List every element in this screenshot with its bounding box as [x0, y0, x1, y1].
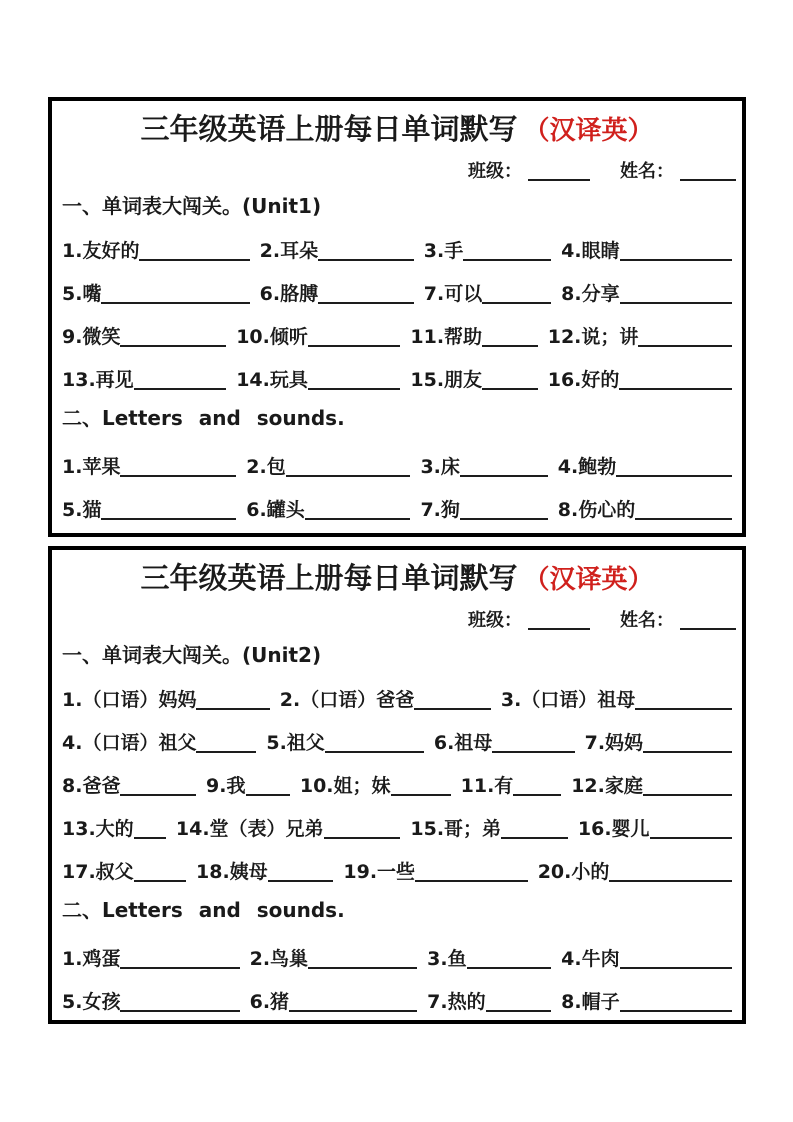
- word-item: [246, 456, 420, 480]
- word-label: 1.鸡蛋: [62, 948, 121, 971]
- word-item: [62, 818, 176, 842]
- word-row: [62, 713, 732, 756]
- word-label: 12.说；讲: [547, 326, 639, 349]
- answer-blank: [308, 345, 401, 347]
- word-label: 8.伤心的: [557, 499, 636, 522]
- answer-blank: [289, 1010, 417, 1012]
- answer-blank: [482, 345, 538, 347]
- word-item: [558, 456, 732, 480]
- section1-heading: 一、单词表大闯关。(Unit2): [62, 643, 322, 667]
- word-label: 3.（口语）祖母: [500, 689, 636, 712]
- word-row: [62, 756, 732, 799]
- page-title: [62, 558, 732, 600]
- worksheet-box-unit2: [48, 546, 746, 1024]
- word-label: 3.手: [423, 240, 464, 263]
- word-label: 14.玩具: [236, 369, 308, 392]
- answer-blank: [120, 967, 239, 969]
- section2-heading: 二、Letters and sounds.: [62, 406, 345, 430]
- word-item: [410, 818, 578, 842]
- word-label: 2.（口语）爸爸: [279, 689, 415, 712]
- answer-blank: [635, 518, 732, 520]
- word-label: 10.倾听: [236, 326, 308, 349]
- title-text: 三年级英语上册每日单词默写: [140, 561, 518, 595]
- worksheet-box-unit1: [48, 97, 746, 537]
- word-item: [410, 369, 547, 393]
- word-item: [62, 326, 236, 350]
- word-label: 16.好的: [547, 369, 620, 392]
- answer-blank: [482, 302, 551, 304]
- word-label: 15.朋友: [410, 369, 483, 392]
- word-label: 2.包: [246, 456, 286, 479]
- class-name-row: [62, 604, 732, 632]
- section1-heading: 一、单词表大闯关。(Unit1): [62, 194, 322, 218]
- answer-blank: [643, 794, 732, 796]
- answer-blank: [635, 708, 732, 710]
- word-item: [501, 689, 732, 713]
- word-item: [434, 732, 585, 756]
- answer-blank: [463, 259, 551, 261]
- class-label: 班级：: [468, 161, 522, 182]
- word-item: [427, 991, 561, 1015]
- word-item: [410, 326, 547, 350]
- word-item: [260, 283, 424, 307]
- word-item: [62, 456, 246, 480]
- answer-blank: [620, 302, 732, 304]
- answer-blank: [501, 837, 568, 839]
- answer-blank: [120, 475, 236, 477]
- word-row: [62, 480, 732, 523]
- word-item: [62, 861, 196, 885]
- word-item: [578, 818, 732, 842]
- title-note-red: （汉译英）: [523, 565, 654, 595]
- answer-blank: [620, 967, 732, 969]
- word-label: 7.妈妈: [584, 732, 644, 755]
- word-item: [548, 369, 732, 393]
- answer-blank: [101, 302, 249, 304]
- word-label: 5.嘴: [62, 283, 102, 306]
- word-item: [424, 283, 561, 307]
- word-label: 14.堂（表）兄弟: [175, 818, 324, 841]
- answer-blank: [101, 518, 236, 520]
- word-row: [62, 972, 732, 1015]
- word-item: [548, 326, 732, 350]
- answer-blank: [414, 708, 491, 710]
- word-label: 12.家庭: [571, 775, 643, 798]
- word-label: 17.叔父: [62, 861, 134, 884]
- word-item: [250, 991, 428, 1015]
- word-item: [176, 818, 411, 842]
- answer-blank: [619, 388, 732, 390]
- word-item: [561, 283, 732, 307]
- word-item: [424, 240, 561, 264]
- word-label: 3.鱼: [427, 948, 467, 971]
- word-row: [62, 799, 732, 842]
- class-name-row: [62, 155, 732, 183]
- word-label: 5.猫: [62, 499, 102, 522]
- word-label: 19.一些: [343, 861, 416, 884]
- answer-blank: [415, 880, 528, 882]
- answer-blank: [609, 880, 732, 882]
- word-label: 1.（口语）妈妈: [62, 689, 197, 712]
- answer-blank: [460, 518, 548, 520]
- title-note-red: （汉译英）: [523, 116, 654, 146]
- answer-blank: [620, 1010, 732, 1012]
- answer-blank: [134, 880, 186, 882]
- word-item: [206, 775, 300, 799]
- word-label: 6.罐头: [246, 499, 305, 522]
- word-label: 2.耳朵: [259, 240, 319, 263]
- answer-blank: [486, 1010, 552, 1012]
- word-row: [62, 307, 732, 350]
- word-label: 4.（口语）祖父: [62, 732, 197, 755]
- word-label: 7.狗: [420, 499, 460, 522]
- word-item: [561, 948, 732, 972]
- answer-blank: [324, 837, 401, 839]
- word-item: [538, 861, 732, 885]
- word-label: 5.祖父: [266, 732, 325, 755]
- answer-blank: [318, 259, 414, 261]
- word-label: 13.大的: [62, 818, 134, 841]
- word-label: 18.姨母: [196, 861, 268, 884]
- answer-blank: [318, 302, 414, 304]
- answer-blank: [308, 388, 401, 390]
- answer-blank: [139, 259, 249, 261]
- word-item: [420, 456, 557, 480]
- word-row: [62, 437, 732, 480]
- word-row: [62, 670, 732, 713]
- word-item: [420, 499, 557, 523]
- name-blank: [680, 179, 736, 181]
- word-item: [571, 775, 732, 799]
- word-item: [561, 240, 732, 264]
- word-label: 8.帽子: [561, 991, 620, 1014]
- word-item: [343, 861, 537, 885]
- word-label: 15.哥；弟: [410, 818, 502, 841]
- word-label: 9.微笑: [62, 326, 121, 349]
- answer-blank: [620, 259, 732, 261]
- word-row: [62, 264, 732, 307]
- word-item: [62, 369, 236, 393]
- answer-blank: [616, 475, 732, 477]
- word-row: [62, 842, 732, 885]
- word-item: [461, 775, 572, 799]
- word-item: [236, 369, 410, 393]
- answer-blank: [638, 345, 732, 347]
- word-item: [62, 948, 250, 972]
- answer-blank: [513, 794, 561, 796]
- word-item: [266, 732, 434, 756]
- word-item: [62, 689, 280, 713]
- word-item: [236, 326, 410, 350]
- word-label: 11.帮助: [410, 326, 483, 349]
- answer-blank: [308, 967, 417, 969]
- word-item: [62, 240, 260, 264]
- answer-blank: [134, 837, 166, 839]
- word-label: 6.祖母: [433, 732, 493, 755]
- word-label: 9.我: [206, 775, 246, 798]
- answer-blank: [120, 794, 196, 796]
- word-item: [280, 689, 501, 713]
- word-row: [62, 350, 732, 393]
- class-blank: [528, 179, 590, 181]
- answer-blank: [325, 751, 424, 753]
- word-item: [427, 948, 561, 972]
- word-row: [62, 929, 732, 972]
- name-label: 姓名：: [620, 161, 674, 182]
- name-label: 姓名：: [620, 610, 674, 631]
- word-label: 4.鲍勃: [557, 456, 617, 479]
- answer-blank: [460, 475, 548, 477]
- answer-blank: [286, 475, 411, 477]
- word-label: 8.分享: [561, 283, 620, 306]
- word-item: [62, 775, 206, 799]
- word-item: [250, 948, 428, 972]
- answer-blank: [120, 345, 226, 347]
- word-label: 20.小的: [537, 861, 610, 884]
- word-item: [246, 499, 420, 523]
- word-item: [62, 732, 266, 756]
- word-item: [62, 499, 246, 523]
- word-label: 6.猪: [249, 991, 290, 1014]
- class-label: 班级：: [468, 610, 522, 631]
- word-label: 8.爸爸: [62, 775, 121, 798]
- word-item: [62, 283, 260, 307]
- answer-blank: [391, 794, 451, 796]
- word-label: 3.床: [420, 456, 460, 479]
- answer-blank: [246, 794, 290, 796]
- word-label: 6.胳膊: [259, 283, 319, 306]
- answer-blank: [134, 388, 227, 390]
- word-label: 2.鸟巢: [249, 948, 309, 971]
- word-label: 10.姐；妹: [299, 775, 391, 798]
- section2-heading: 二、Letters and sounds.: [62, 898, 345, 922]
- word-item: [260, 240, 424, 264]
- name-blank: [680, 628, 736, 630]
- word-label: 16.婴儿: [577, 818, 650, 841]
- word-item: [300, 775, 461, 799]
- answer-blank: [120, 1010, 239, 1012]
- page-title: [62, 109, 732, 151]
- answer-blank: [305, 518, 411, 520]
- word-item: [62, 991, 250, 1015]
- word-label: 4.牛肉: [561, 948, 620, 971]
- word-item: [561, 991, 732, 1015]
- word-label: 4.眼睛: [561, 240, 620, 263]
- word-label: 7.可以: [423, 283, 483, 306]
- word-item: [196, 861, 343, 885]
- answer-blank: [196, 708, 269, 710]
- class-blank: [528, 628, 590, 630]
- word-label: 11.有: [460, 775, 514, 798]
- word-label: 13.再见: [62, 369, 134, 392]
- title-text: 三年级英语上册每日单词默写: [140, 112, 518, 146]
- answer-blank: [650, 837, 732, 839]
- answer-blank: [196, 751, 256, 753]
- answer-blank: [268, 880, 334, 882]
- word-row: [62, 221, 732, 264]
- word-label: 5.女孩: [62, 991, 121, 1014]
- word-label: 1.苹果: [62, 456, 121, 479]
- answer-blank: [467, 967, 552, 969]
- answer-blank: [643, 751, 732, 753]
- answer-blank: [482, 388, 538, 390]
- answer-blank: [492, 751, 574, 753]
- word-item: [558, 499, 732, 523]
- word-label: 7.热的: [427, 991, 486, 1014]
- word-label: 1.友好的: [62, 240, 140, 263]
- word-item: [585, 732, 732, 756]
